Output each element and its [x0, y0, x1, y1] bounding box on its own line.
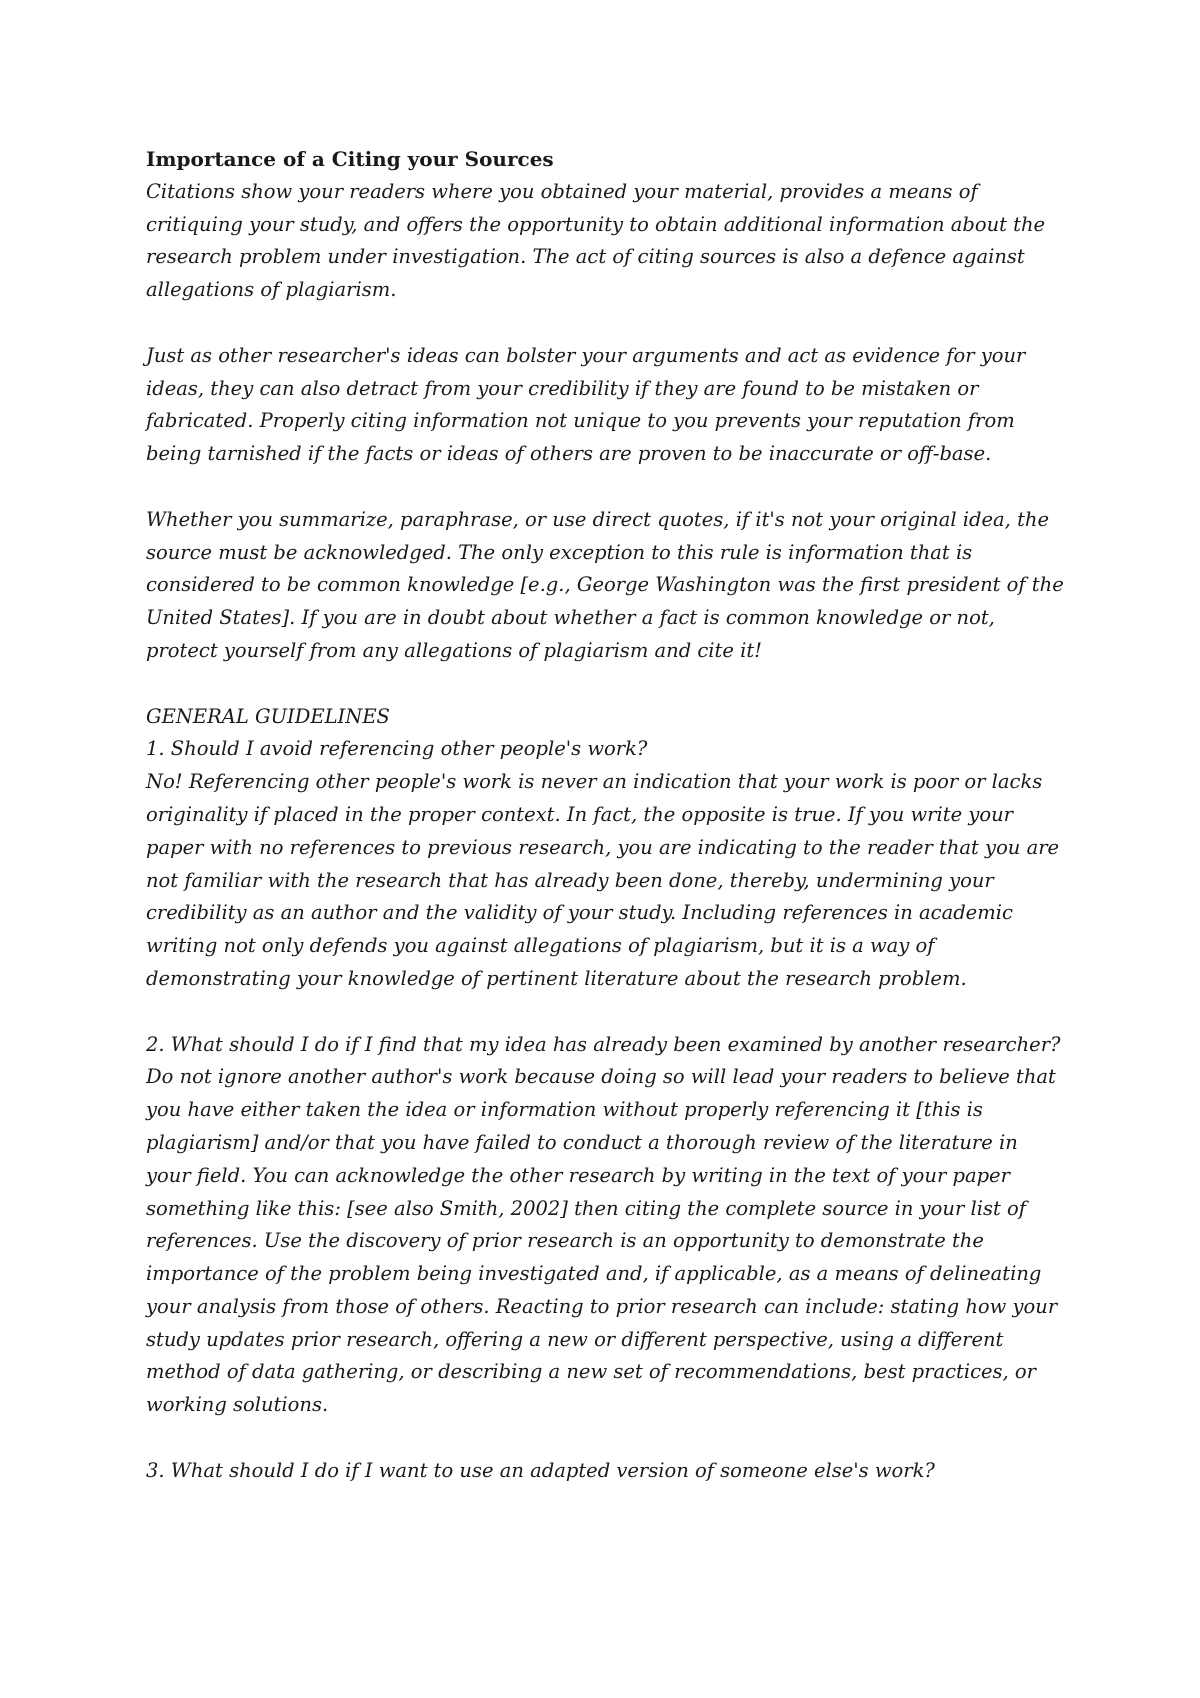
- intro-paragraph-3: Whether you summarize, paraphrase, or use direct quotes, if it's not your original idea, the source must be acknowledged. The only exception to this rule is information that is considered to be common knowledge [e.g., George Washington was the first president of the United States]. If you are in doubt about whether a fact is common knowledge or not, protect yourself from any allegations of plagiarism and cite it!: [146, 507, 1064, 662]
- intro-paragraph-2: Just as other researcher's ideas can bolster your arguments and act as evidence for your ideas, they can also detract from your credibility if they are found to be mistaken or fabricated. Properly citing information not unique to you prevents your reputation from being tarnished if the facts or ideas of others are proven to be inaccurate or off-base.: [146, 343, 1026, 466]
- question-1: 1. Should I avoid referencing other people's work?: [146, 737, 648, 761]
- paragraph-gap: [146, 1422, 1066, 1455]
- intro-paragraph-1: Citations show your readers where you obtained your material, provides a means of critiquing your study, and offers the opportunity to obtain additional information about the research problem under investigation. The act of citing sources is also a defence against allegations of plagiarism.: [146, 179, 1046, 302]
- document-body: [146, 143, 1066, 1488]
- answer-2: Do not ignore another author's work because doing so will lead your readers to believe that you have either taken the idea or information without properly referencing it [this is plagiarism] and/or that you have failed to conduct a thorough review of the literature in your field. You can acknowledge the other research by writing in the text of your paper something like this: [see also Smith, 2002] then citing the complete source in your list of references. Use the discovery of prior research is an opportunity to demonstrate the importance of the problem being investigated and, if applicable, as a means of delineating your analysis from those of others. Reacting to prior research can include: stating how your study updates prior research, offering a new or different perspective, using a different method of data gathering, or describing a new set of recommendations, best practices, or working solutions.: [146, 1065, 1058, 1417]
- paragraph-gap: [146, 471, 1066, 504]
- question-3: 3. What should I do if I want to use an adapted version of someone else's work?: [146, 1458, 935, 1482]
- answer-1: No! Referencing other people's work is never an indication that your work is poor or lacks originality if placed in the proper context. In fact, the opposite is true. If you write your paper with no references to previous research, you are indicating to the reader that you are not familiar with the research that has already been done, thereby, undermining your credibility as an author and the validity of your study. Including references in academic writing not only defends you against allegations of plagiarism, but it is a way of demonstrating your knowledge of pertinent literature about the research problem.: [146, 770, 1060, 990]
- paragraph-gap: [146, 996, 1066, 1029]
- paragraph-gap: [146, 307, 1066, 340]
- section-heading: GENERAL GUIDELINES: [146, 704, 390, 728]
- question-2: 2. What should I do if I find that my idea has already been examined by another researcher?: [146, 1032, 1061, 1056]
- document-title: Importance of a Citing your Sources: [146, 147, 554, 171]
- paragraph-gap: [146, 668, 1066, 701]
